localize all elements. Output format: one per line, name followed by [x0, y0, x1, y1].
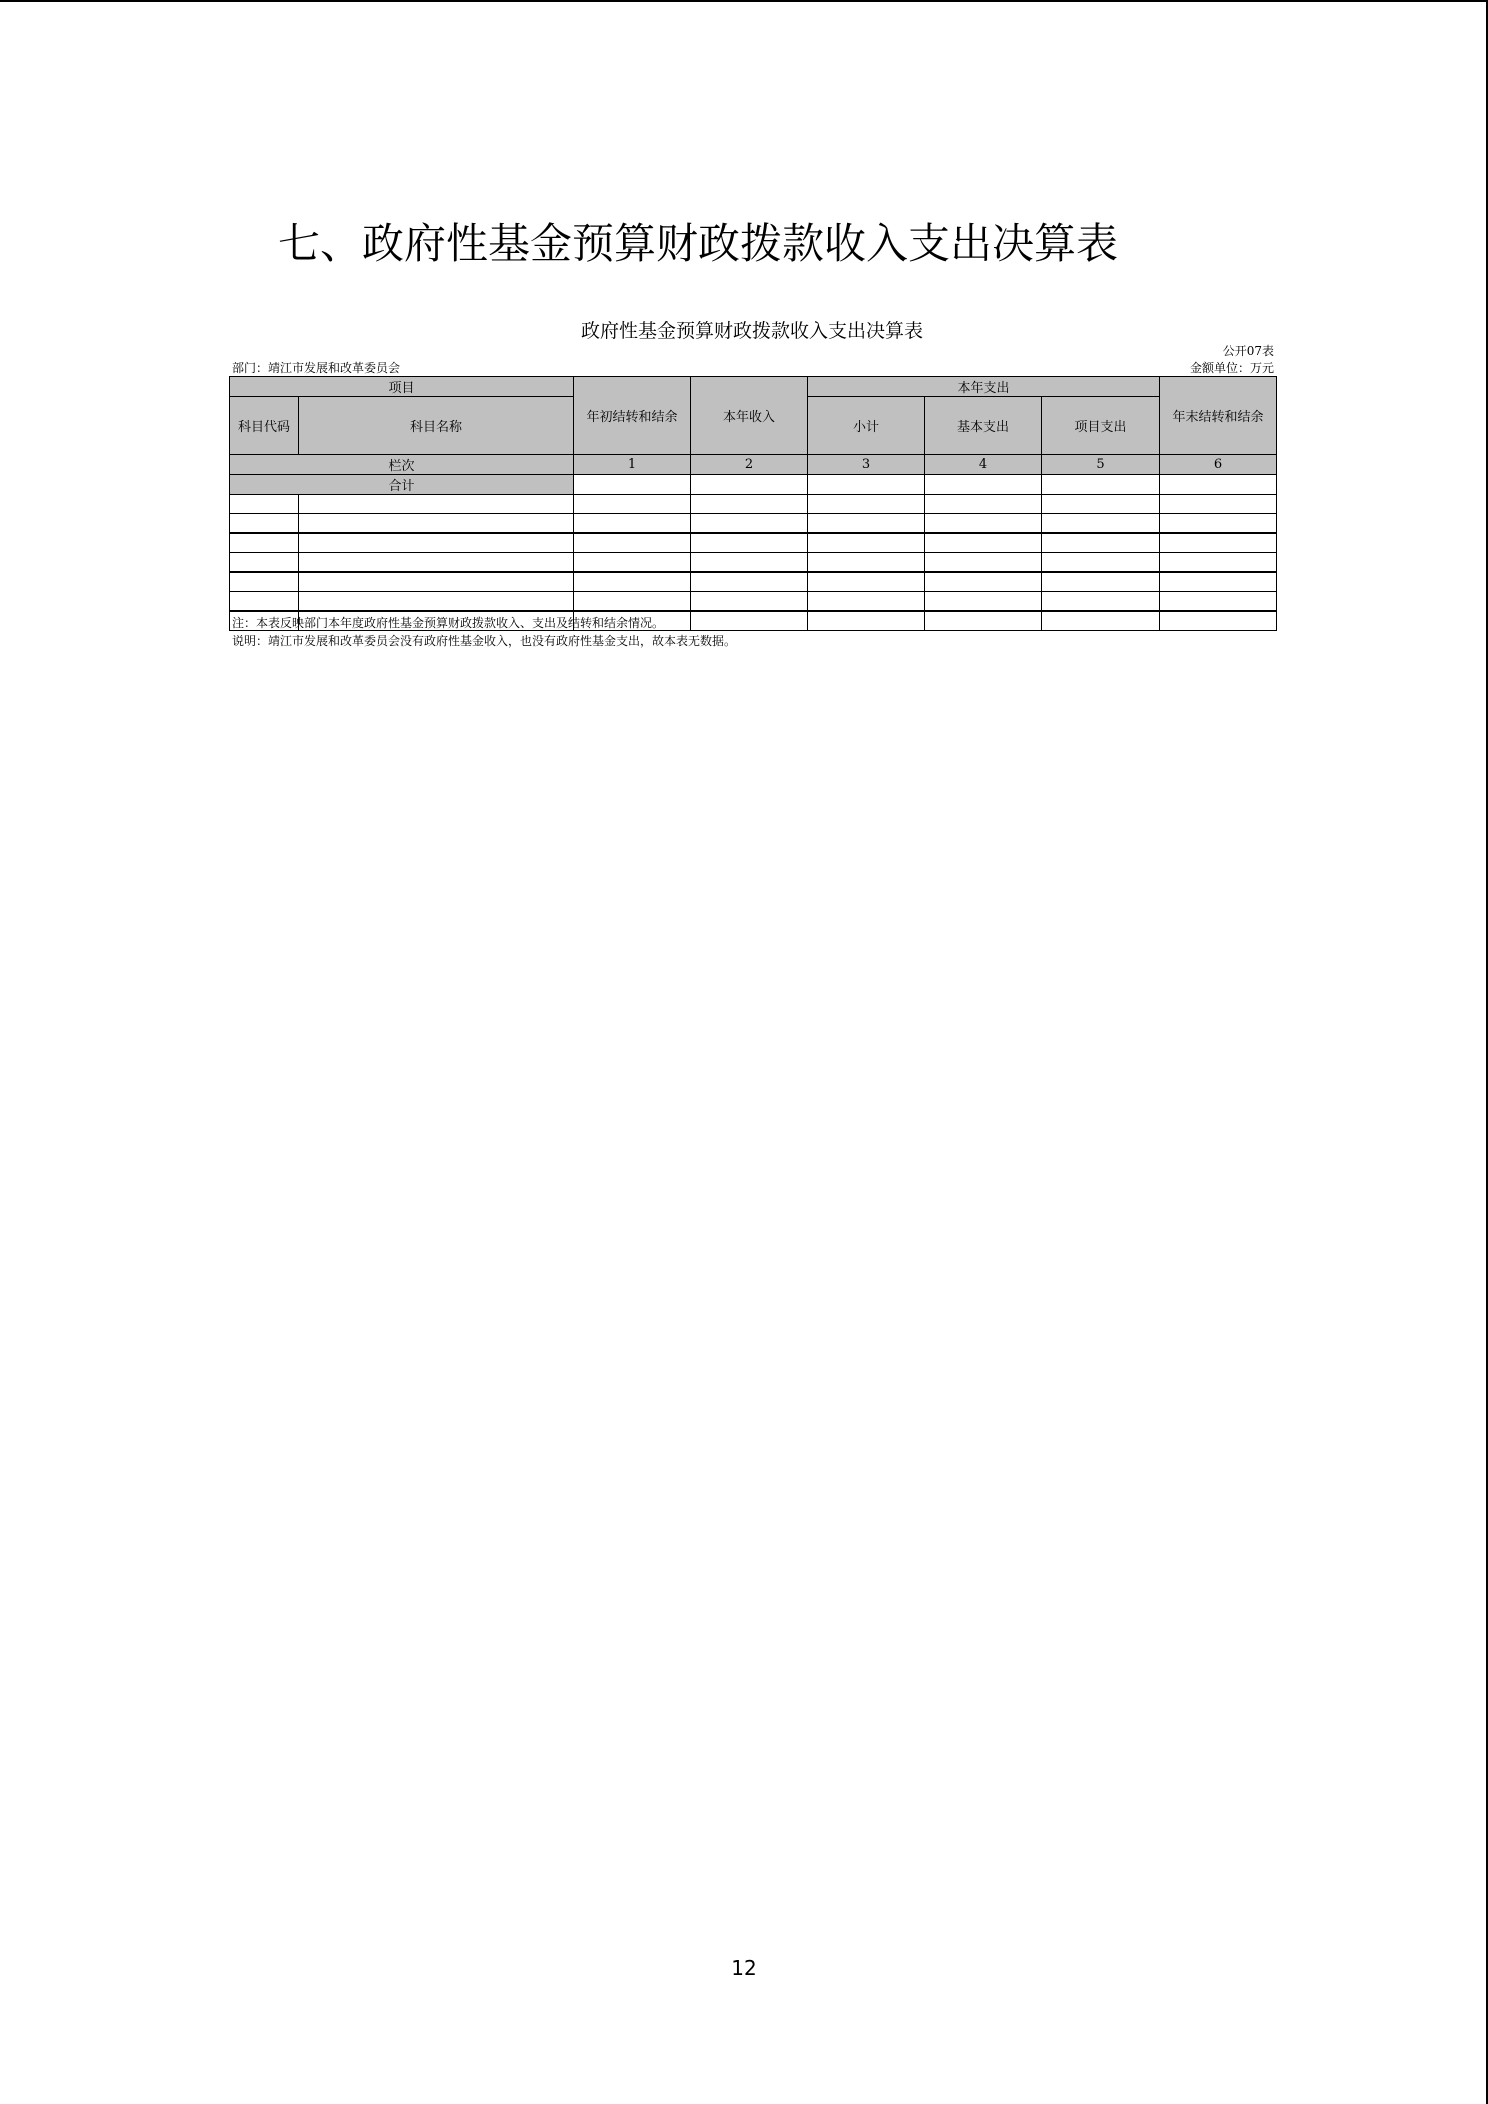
- table-row: [230, 514, 1277, 534]
- table-cell: [1042, 611, 1160, 631]
- table-explanation: 说明：靖江市发展和改革委员会没有政府性基金收入，也没有政府性基金支出，故本表无数据。: [232, 634, 737, 648]
- page-number: 12: [731, 1956, 757, 1980]
- table-cell: [574, 592, 691, 612]
- table-row: [230, 533, 1277, 553]
- table-cell: [574, 553, 691, 573]
- table-cell: [808, 592, 925, 612]
- table-cell: [1160, 572, 1277, 592]
- table-row: [230, 495, 1277, 514]
- page-frame-top: [0, 0, 1488, 2]
- table-cell: [808, 533, 925, 553]
- table-cell: [808, 611, 925, 631]
- table-cell: [1160, 533, 1277, 553]
- section-heading: 七、政府性基金预算财政拨款收入支出决算表: [278, 219, 1119, 268]
- total-label: 合计: [230, 475, 574, 495]
- table-cell: [574, 495, 691, 514]
- table-cell: [691, 514, 808, 534]
- table-cell: [230, 572, 299, 592]
- table-cell: [1160, 611, 1277, 631]
- table-cell: [230, 495, 299, 514]
- table-cell: [925, 533, 1042, 553]
- table-cell: [1042, 553, 1160, 573]
- table-cell: [299, 553, 574, 573]
- header-item: 项目: [230, 377, 574, 397]
- header-project-expenditure: 项目支出: [1042, 397, 1160, 455]
- table-cell: [230, 533, 299, 553]
- table-cell: [1042, 475, 1160, 495]
- table-cell: [574, 514, 691, 534]
- table-row: [230, 592, 1277, 612]
- table-cell: [808, 572, 925, 592]
- row-number-label: 栏次: [230, 455, 574, 475]
- table-cell: [691, 592, 808, 612]
- table-title: 政府性基金预算财政拨款收入支出决算表: [580, 320, 923, 342]
- table-cell: [299, 572, 574, 592]
- table-cell: [1160, 514, 1277, 534]
- table-cell: [230, 592, 299, 612]
- table-cell: [925, 572, 1042, 592]
- table-cell: [299, 514, 574, 534]
- table-cell: [691, 475, 808, 495]
- column-number: 6: [1160, 455, 1277, 475]
- table-cell: [299, 592, 574, 612]
- table-cell: [1042, 514, 1160, 534]
- table-cell: [1160, 475, 1277, 495]
- header-subject-name: 科目名称: [299, 397, 574, 455]
- table-cell: [1042, 592, 1160, 612]
- header-current-income: 本年收入: [691, 377, 808, 455]
- table-cell: [1160, 495, 1277, 514]
- table-cell: [808, 514, 925, 534]
- column-number: 3: [808, 455, 925, 475]
- header-subtotal: 小计: [808, 397, 925, 455]
- header-beginning-balance: 年初结转和结余: [574, 377, 691, 455]
- table-cell: [691, 611, 808, 631]
- table-cell: [925, 475, 1042, 495]
- table-cell: [925, 514, 1042, 534]
- header-subject-code: 科目代码: [230, 397, 299, 455]
- table-department: 部门：靖江市发展和改革委员会: [232, 361, 401, 375]
- table-cell: [691, 533, 808, 553]
- table-cell: [691, 553, 808, 573]
- column-number: 1: [574, 455, 691, 475]
- table-cell: [299, 533, 574, 553]
- column-number: 4: [925, 455, 1042, 475]
- column-number: 5: [1042, 455, 1160, 475]
- table-cell: [574, 572, 691, 592]
- table-unit: 金额单位：万元: [1189, 361, 1274, 375]
- table-cell: [808, 475, 925, 495]
- table-cell: [1042, 495, 1160, 514]
- table-cell: [925, 611, 1042, 631]
- table-code: 公开07表: [1222, 344, 1274, 358]
- table-cell: [925, 553, 1042, 573]
- table-cell: [230, 553, 299, 573]
- table-cell: [691, 572, 808, 592]
- table-cell: [691, 495, 808, 514]
- column-number: 2: [691, 455, 808, 475]
- table-cell: [808, 495, 925, 514]
- table-cell: [925, 495, 1042, 514]
- table-cell: [808, 553, 925, 573]
- table-note: 注：本表反映部门本年度政府性基金预算财政拨款收入、支出及结转和结余情况。: [232, 616, 665, 630]
- table-cell: [574, 533, 691, 553]
- header-current-expenditure: 本年支出: [808, 377, 1160, 397]
- table-row: [230, 572, 1277, 592]
- table-row: [230, 553, 1277, 573]
- table-cell: [299, 495, 574, 514]
- table-cell: [1160, 592, 1277, 612]
- header-ending-balance: 年末结转和结余: [1160, 377, 1277, 455]
- table-cell: [1160, 553, 1277, 573]
- budget-table: [229, 376, 1277, 631]
- table-cell: [574, 475, 691, 495]
- table-cell: [925, 592, 1042, 612]
- table-cell: [1042, 533, 1160, 553]
- table-cell: [1042, 572, 1160, 592]
- header-basic-expenditure: 基本支出: [925, 397, 1042, 455]
- table-cell: [230, 514, 299, 534]
